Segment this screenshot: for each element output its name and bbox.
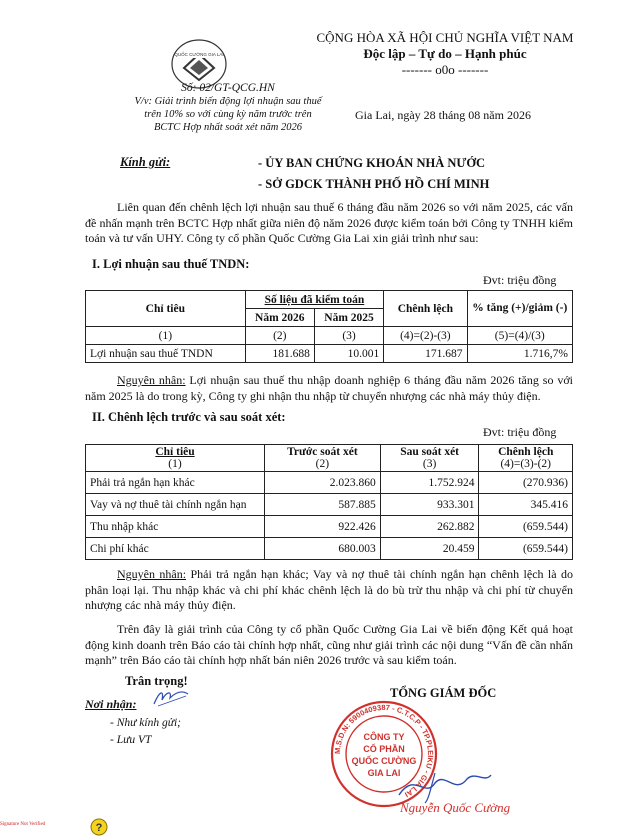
header-code: (4)=(3)-(2) <box>500 458 551 470</box>
value-cell: 922.426 <box>265 516 381 538</box>
header-audited-group: Số liệu đã kiểm toán <box>245 291 384 309</box>
code-cell: (5)=(4)/(3) <box>467 327 572 345</box>
reason-label: Nguyên nhân: <box>117 567 187 581</box>
header-difference <box>479 445 573 472</box>
section-2-title: II. Chênh lệch trước và sau soát xét: <box>92 410 286 424</box>
header-chi-tieu <box>86 445 265 472</box>
section-1-title: I. Lợi nhuận sau thuế TNDN: <box>92 257 250 271</box>
recipients-label: Kính gửi: <box>120 155 171 169</box>
recipient-item: - ỦY BAN CHỨNG KHOÁN NHÀ NƯỚC <box>258 156 486 170</box>
recipient-entry: - Lưu VT <box>110 734 152 746</box>
value-cell: (659.544) <box>479 516 573 538</box>
value-cell: 171.687 <box>384 345 467 363</box>
code-cell: (4)=(2)-(3) <box>384 327 467 345</box>
section-2-unit: Đvt: triệu đồng <box>483 425 557 439</box>
header-year-2025: Năm 2025 <box>314 309 383 327</box>
nation-motto: Độc lập – Tự do – Hạnh phúc <box>363 46 527 61</box>
value-cell: 933.301 <box>380 494 479 516</box>
header-chi-tieu: Chỉ tiêu <box>86 291 246 327</box>
row-label: Lợi nhuận sau thuế TNDN <box>86 345 246 363</box>
signature-status-text: Signature Not Verified <box>0 822 46 827</box>
header-code: (2) <box>315 458 330 470</box>
header-after-review <box>380 445 479 472</box>
table-row <box>86 472 573 494</box>
recipients-list-label: Nơi nhận: <box>85 697 137 711</box>
recipient-entry: - Như kính gửi; <box>110 717 181 729</box>
recipient-item: - SỞ GDCK THÀNH PHỐ HỒ CHÍ MINH <box>258 177 490 191</box>
value-cell: 587.885 <box>265 494 381 516</box>
reason-label: Nguyên nhân: <box>117 373 186 387</box>
national-header <box>300 30 590 78</box>
header-difference: Chênh lệch <box>384 291 467 327</box>
regards: Trân trọng! <box>125 674 188 688</box>
stamp-line: QUỐC CƯỜNG <box>351 756 417 766</box>
recipients-list <box>258 153 489 195</box>
profit-table <box>85 290 573 363</box>
stamp-ring-text: M.S.D.N: 5900409387 - C.T.C.P - TP.PLEIKU - GIA LAI <box>332 702 436 800</box>
table-row <box>86 538 573 560</box>
value-cell: 1.752.924 <box>380 472 479 494</box>
ceo-signature <box>395 765 495 805</box>
value-cell: 2.023.860 <box>265 472 381 494</box>
table-row <box>86 494 573 516</box>
value-cell: 345.416 <box>479 494 573 516</box>
value-cell: 181.688 <box>245 345 314 363</box>
reason-text: Lợi nhuận sau thuế thu nhập doanh nghiệp 6 tháng đầu năm 2026 tăng so với năm 2025 là do trong kỳ, Công ty ghi nhận thu nhập từ chuyển nhượng các nhà máy thủy điện. <box>85 373 574 403</box>
nation-title: CỘNG HÒA XÃ HỘI CHỦ NGHĨA VIỆT NAM <box>316 30 574 45</box>
section-2-reason <box>85 567 573 614</box>
signature-verification-icon <box>90 818 108 836</box>
nation-divider: ------- o0o ------- <box>401 62 489 77</box>
document-number-block <box>118 82 338 134</box>
row-label: Thu nhập khác <box>86 516 265 538</box>
code-cell: (3) <box>314 327 383 345</box>
signer-name: Nguyễn Quốc Cường <box>400 800 511 815</box>
code-cell: (2) <box>245 327 314 345</box>
value-cell: (659.544) <box>479 538 573 560</box>
subject-line-2: trên 10% so với cùng kỳ năm trước trên <box>144 109 312 120</box>
stamp-line: GIA LAI <box>367 768 401 778</box>
closing-paragraph: Trên đây là giải trình của Công ty cổ phần Quốc Cường Gia Lai về biến động Kết quả hoạt động kinh doanh trên Báo cáo tài chính hợp nhất, cũng như giải trình các nội dung “Vấn đề cần nhấn mạnh” trên Báo cáo tài chính hợp nhất bán niên 2026 trước và sau kiểm toán. <box>85 622 573 667</box>
signer-title: TỔNG GIÁM ĐỐC <box>390 686 497 700</box>
header-percent: % tăng (+)/giảm (-) <box>467 291 572 327</box>
code-cell: (1) <box>86 327 246 345</box>
header-before-review <box>265 445 381 472</box>
value-cell: 10.001 <box>314 345 383 363</box>
stamp-line: CÔNG TY <box>363 732 405 742</box>
reason-text: Phải trả ngắn hạn khác; Vay và nợ thuê tài chính ngắn hạn chênh lệch là do phân loại lại. Thu nhập khác và chi phí khác chênh lệch là do bù trừ thu nhập và chi phí từ chuyển nhượng các nhà máy thủy điện. <box>85 567 573 612</box>
initial-signature <box>152 686 192 708</box>
header-name: Trước soát xét <box>287 446 358 458</box>
intro-paragraph: Liên quan đến chênh lệch lợi nhuận sau thuế 6 tháng đầu năm 2026 so với năm 2025, các vấn đề nhấn mạnh trên BCTC Hợp nhất giữa niên độ năm 2026 được kiểm toán bởi Công ty TNHH kiểm toán và tư vấn UHY. Công ty cổ phần Quốc Cường Gia Lai xin giải trình như sau: <box>85 200 573 245</box>
review-difference-table <box>85 444 573 560</box>
section-1-unit: Đvt: triệu đồng <box>483 273 557 287</box>
svg-text:QUỐC CƯỜNG GIA LAI: QUỐC CƯỜNG GIA LAI <box>174 52 224 57</box>
subject-line-1: V/v: Giải trình biến động lợi nhuận sau thuế <box>134 96 322 107</box>
stamp-line: CỔ PHẦN <box>363 744 405 754</box>
header-name: Chỉ tiêu <box>155 446 195 458</box>
header-name: Sau soát xét <box>400 446 459 458</box>
document-number: Số: 02/GT-QCG.HN <box>181 82 275 94</box>
value-cell: 680.003 <box>265 538 381 560</box>
header-code: (3) <box>422 458 437 470</box>
subject-line-3: BCTC Hợp nhất soát xét năm 2026 <box>154 122 302 133</box>
value-cell: (270.936) <box>479 472 573 494</box>
row-label: Chi phí khác <box>86 538 265 560</box>
header-code: (1) <box>168 458 182 470</box>
value-cell: 262.882 <box>380 516 479 538</box>
recipients-items <box>110 715 181 749</box>
value-cell: 20.459 <box>380 538 479 560</box>
document-date: Gia Lai, ngày 28 tháng 08 năm 2026 <box>355 108 531 122</box>
section-1-reason <box>85 373 573 404</box>
table-row <box>86 516 573 538</box>
row-label: Vay và nợ thuê tài chính ngắn hạn <box>86 494 265 516</box>
table-row <box>86 345 573 363</box>
row-label: Phải trả ngắn hạn khác <box>86 472 265 494</box>
svg-text:?: ? <box>95 822 103 834</box>
header-name: Chênh lệch <box>498 446 554 458</box>
header-year-2026: Năm 2026 <box>245 309 314 327</box>
value-cell: 1.716,7% <box>467 345 572 363</box>
